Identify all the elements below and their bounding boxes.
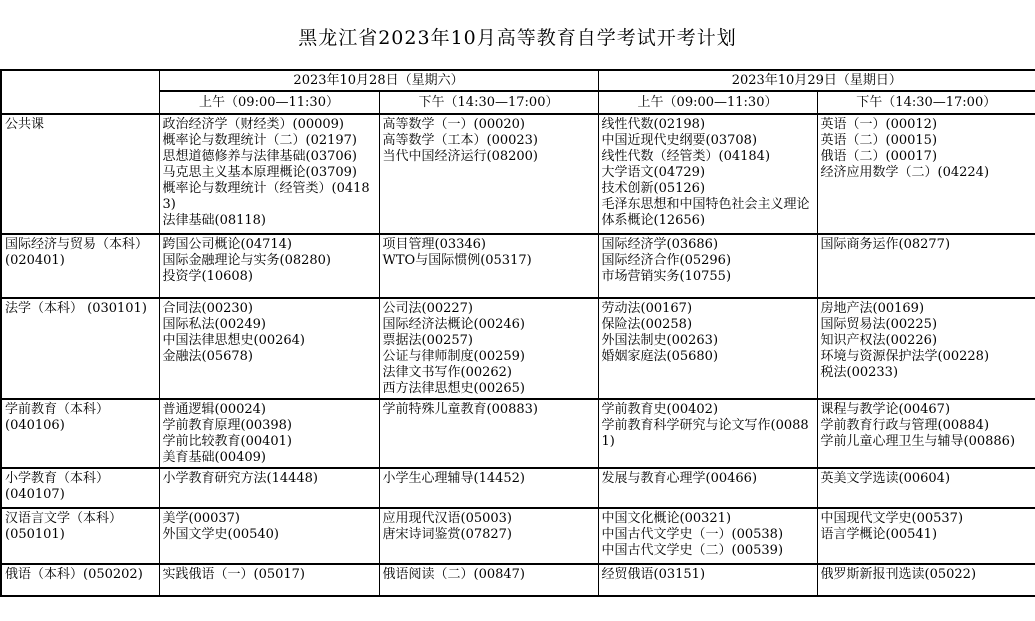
course-line: 中国法律思想史(00264) — [162, 333, 305, 348]
course-cell — [379, 508, 598, 564]
course-cell — [379, 564, 598, 596]
course-line: 中国近现代史纲要(03708) — [601, 133, 758, 148]
day-header-sunday: 2023年10月29日（星期日） — [598, 70, 1035, 91]
course-line: 税法(00233) — [820, 365, 899, 380]
course-line: 英语（二）(00015) — [820, 133, 938, 148]
category-cell: 学前教育（本科）(040106) — [1, 399, 159, 468]
exam-schedule-table — [0, 69, 1035, 597]
course-line: 英美文学选读(00604) — [820, 471, 951, 486]
course-cell — [598, 234, 817, 298]
course-line: 应用现代汉语(05003) — [382, 511, 512, 526]
course-line: 高等数学（一）(00020) — [382, 117, 525, 132]
course-cell — [159, 508, 379, 564]
course-line: 法律文书写作(00262) — [382, 365, 512, 380]
course-cell — [598, 508, 817, 564]
course-line: 中国古代文学史（二）(00539) — [601, 543, 784, 558]
course-line: 英语（一）(00012) — [820, 117, 938, 132]
course-line: 俄语阅读（二）(00847) — [382, 567, 525, 582]
table-row — [1, 114, 1035, 234]
course-cell — [379, 114, 598, 234]
course-line: 外国法制史(00263) — [601, 333, 719, 348]
course-cell — [159, 114, 379, 234]
course-cell — [598, 114, 817, 234]
course-line: 学前教育史(00402) — [601, 402, 719, 417]
course-cell — [817, 564, 1035, 596]
course-line: 普通逻辑(00024) — [162, 402, 266, 417]
course-line: 经济应用数学（二）(04224) — [820, 165, 990, 180]
day-header-saturday: 2023年10月28日（星期六） — [159, 70, 598, 91]
category-cell: 汉语言文学（本科）(050101) — [1, 508, 159, 564]
session-header-sun-am: 上午（09:00—11:30） — [598, 91, 817, 114]
course-line: 中国文化概论(00321) — [601, 511, 732, 526]
course-cell — [817, 234, 1035, 298]
course-line: 小学生心理辅导(14452) — [382, 471, 525, 486]
table-header — [1, 70, 1035, 114]
course-line: 国际经济合作(05296) — [601, 253, 732, 268]
course-line: 课程与教学论(00467) — [820, 402, 951, 417]
course-line: 概率论与数理统计（经管类）(04183) — [162, 181, 370, 212]
course-line: WTO与国际惯例(05317) — [382, 253, 532, 268]
course-line: 房地产法(00169) — [820, 301, 925, 316]
course-line: 知识产权法(00226) — [820, 333, 938, 348]
corner-cell — [1, 70, 159, 114]
course-line: 学前儿童心理卫生与辅导(00886) — [820, 434, 1016, 449]
course-cell — [817, 114, 1035, 234]
course-line: 外国文学史(00540) — [162, 527, 279, 542]
course-line: 法律基础(08118) — [162, 213, 266, 228]
course-line: 劳动法(00167) — [601, 301, 693, 316]
course-line: 跨国公司概论(04714) — [162, 237, 292, 252]
table-row — [1, 468, 1035, 508]
course-cell — [159, 298, 379, 399]
course-line: 环境与资源保护法学(00228) — [820, 349, 990, 364]
course-cell — [598, 298, 817, 399]
table-row — [1, 399, 1035, 468]
course-line: 线性代数（经管类）(04184) — [601, 149, 771, 164]
course-line: 俄罗斯新报刊选读(05022) — [820, 567, 977, 582]
course-line: 思想道德修养与法律基础(03706) — [162, 149, 357, 164]
course-line: 俄语（二）(00017) — [820, 149, 938, 164]
course-cell — [817, 399, 1035, 468]
course-line: 市场营销实务(10755) — [601, 269, 732, 284]
course-line: 当代中国经济运行(08200) — [382, 149, 538, 164]
course-cell — [159, 564, 379, 596]
course-cell — [159, 399, 379, 468]
course-line: 婚姻家庭法(05680) — [601, 349, 719, 364]
category-cell: 公共课 — [1, 114, 159, 234]
course-line: 投资学(10608) — [162, 269, 253, 284]
course-line: 中国现代文学史(00537) — [820, 511, 964, 526]
course-cell — [379, 298, 598, 399]
course-line: 国际私法(00249) — [162, 317, 266, 332]
table-row — [1, 298, 1035, 399]
course-line: 美育基础(00409) — [162, 450, 266, 465]
category-cell: 俄语（本科）(050202) — [1, 564, 159, 596]
course-line: 学前特殊儿童教育(00883) — [382, 402, 538, 417]
session-header-sat-am: 上午（09:00—11:30） — [159, 91, 379, 114]
table-row — [1, 234, 1035, 298]
course-line: 小学教育研究方法(14448) — [162, 471, 318, 486]
course-cell — [159, 468, 379, 508]
course-line: 国际经济学(03686) — [601, 237, 719, 252]
table-body — [1, 114, 1035, 596]
course-cell — [817, 468, 1035, 508]
course-line: 高等数学（工本）(00023) — [382, 133, 538, 148]
session-header-sun-pm: 下午（14:30—17:00） — [817, 91, 1035, 114]
course-line: 国际贸易法(00225) — [820, 317, 938, 332]
course-line: 合同法(00230) — [162, 301, 253, 316]
course-line: 美学(00037) — [162, 511, 240, 526]
table-row — [1, 508, 1035, 564]
course-line: 毛泽东思想和中国特色社会主义理论体系概论(12656) — [601, 197, 810, 228]
course-line: 线性代数(02198) — [601, 117, 706, 132]
course-line: 概率论与数理统计（二）(02197) — [162, 133, 357, 148]
session-header-sat-pm: 下午（14:30—17:00） — [379, 91, 598, 114]
category-cell: 小学教育（本科）(040107) — [1, 468, 159, 508]
course-line: 西方法律思想史(00265) — [382, 381, 525, 396]
course-line: 大学语文(04729) — [601, 165, 706, 180]
course-line: 实践俄语（一）(05017) — [162, 567, 305, 582]
course-line: 学前教育原理(00398) — [162, 418, 292, 433]
page-title: 黑龙江省2023年10月高等教育自学考试开考计划 — [298, 27, 737, 49]
category-cell: 法学（本科） (030101) — [1, 298, 159, 399]
course-line: 金融法(05678) — [162, 349, 253, 364]
course-line: 学前比较教育(00401) — [162, 434, 292, 449]
course-line: 技术创新(05126) — [601, 181, 706, 196]
course-line: 国际经济法概论(00246) — [382, 317, 525, 332]
course-line: 学前教育行政与管理(00884) — [820, 418, 990, 433]
course-line: 项目管理(03346) — [382, 237, 486, 252]
course-line: 学前教育科学研究与论文写作(00881) — [601, 418, 809, 449]
course-line: 国际金融理论与实务(08280) — [162, 253, 331, 268]
course-line: 中国古代文学史（一）(00538) — [601, 527, 784, 542]
course-line: 保险法(00258) — [601, 317, 693, 332]
course-line: 公证与律师制度(00259) — [382, 349, 525, 364]
course-cell — [159, 234, 379, 298]
table-row — [1, 564, 1035, 596]
course-line: 经贸俄语(03151) — [601, 567, 706, 582]
category-cell: 国际经济与贸易（本科）(020401) — [1, 234, 159, 298]
course-cell — [379, 468, 598, 508]
course-line: 发展与教育心理学(00466) — [601, 471, 758, 486]
course-line: 政治经济学（财经类）(00009) — [162, 117, 344, 132]
course-cell — [817, 298, 1035, 399]
course-line: 语言学概论(00541) — [820, 527, 938, 542]
course-cell — [379, 234, 598, 298]
course-cell — [598, 564, 817, 596]
course-cell — [379, 399, 598, 468]
course-cell — [598, 399, 817, 468]
course-line: 马克思主义基本原理概论(03709) — [162, 165, 357, 180]
course-line: 国际商务运作(08277) — [820, 237, 951, 252]
course-line: 唐宋诗词鉴赏(07827) — [382, 527, 512, 542]
course-line: 票据法(00257) — [382, 333, 473, 348]
course-cell — [817, 508, 1035, 564]
course-line: 公司法(00227) — [382, 301, 473, 316]
course-cell — [598, 468, 817, 508]
